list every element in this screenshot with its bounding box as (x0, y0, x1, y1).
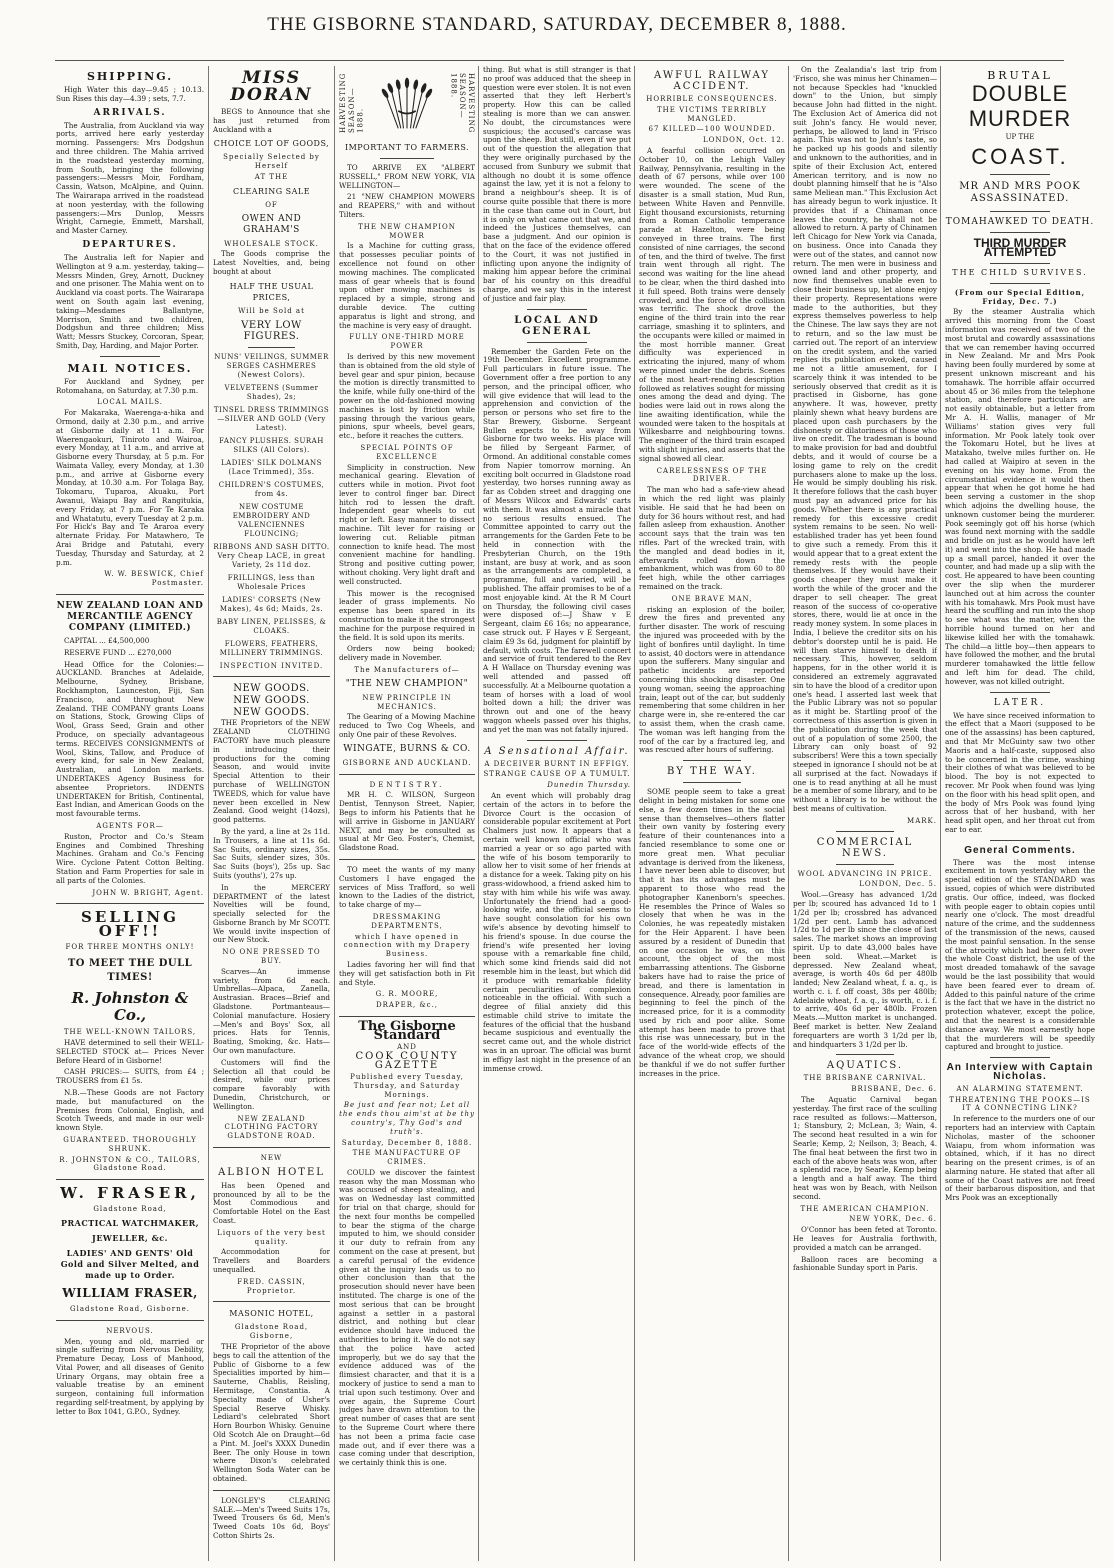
new-principle-text: NEW PRINCIPLE IN MECHANICS. (362, 693, 452, 711)
nzl-reserve: RESERVE FUND ... £270,000 (64, 647, 172, 657)
postmaster-signature: W. W. BESWICK, Chief Postmaster. (104, 570, 204, 588)
doran-item: BABY LINEN, PELISSES, & CLOAKS. (216, 617, 327, 635)
local-general-text: Remember the Garden Fete on the 19th December. Excellent programme. Full particulars in future issue. The Government offer a free portion to any person, and the principal officer, who will give evidence that will lead to the apprehension and conviction of the person or persons who set fire to the Star Brewery, Gisborne. Sergeant Bullen expects to be away from Gisborne for two weeks. His place will be filled by Sergeant Farmer, of Ormond. An additional constable comes from Napier tomorrow morning. An exciting bolt occurred in Gladstone road yesterday, two horses running away as far as Cobden street and dragging one of Messrs Wilcox and Edwards' carts with them. It was almost a miracle that no serious results ensued. The Committee appointed to carry out the arrangements for the Garden Fete to be held in connection with the Presbyterian Church, on the 19th instant, are busy at work, and as soon as the arrangements are completed, a programme, full and varied, will be published. The affair promises to be of a most enjoyable kind. At the R M Court on Thursday, the following civil cases were disposed of:—J Shaw v E Sergeant, claim £6 16s; no appearance, case struck out. F Hayes v E Sergeant, claim £9 3s 6d, judgment for plaintiff by default, with costs. The farewell concert and service of fruit tendered to the Rev A H Wallace on Thursday evening was well attended and passed off successfully. At a Melbourne quotation a team of horses with a load of wool bolted down a hill; the driver was thrown out and one of the heavy waggon wheels passed over his thighs, and yet the man was not fatally injured. (483, 346, 631, 734)
column-separator (634, 66, 635, 1561)
sensational-sub: A DECEIVER BURNT IN EFFIGY. (484, 759, 630, 768)
american-date: NEW YORK, Dec. 6. (849, 1215, 937, 1224)
new-goods-heading: NEW GOODS. (233, 683, 310, 695)
masonic-name: MASONIC HOTEL, (229, 1309, 314, 1319)
departures-heading: DEPARTURES. (82, 239, 178, 250)
doran-item: NUNS' VEILINGS, SUMMER SERGES CASHMERES (Newest Colors). (214, 352, 329, 379)
doran-intro: BEGS to Announce that she has just returned from Auckland with a (213, 107, 330, 134)
later-heading: LATER. (993, 697, 1047, 708)
champion-body: Is a Machine for cutting grass, that possesses peculiar points of excellence not found on other mowing machines. The complicated mass of gear wheels that is found upon other mowing machines is replaced by a simple, strong and durable device. The cutting apparatus is light and strong, and the machine is very easy of draught. (339, 241, 475, 330)
albion-signature: FRED. CASSIN, Proprietor. (237, 1277, 306, 1295)
doran-will: Will be Sold at (238, 306, 305, 315)
doran-item: TINSEL DRESS TRIMMINGS—SILVER AND GOLD (Very Latest). (213, 405, 330, 432)
mark-signature: MARK. (907, 816, 937, 825)
commercial-heading: COMMERCIAL NEWS. (816, 836, 914, 859)
shipping-heading: SHIPPING. (86, 70, 174, 83)
railway-sub2: THE VICTIMS TERRIBLY MANGLED. (657, 105, 767, 123)
byway-heading: BY THE WAY. (667, 766, 757, 778)
important-heading: IMPORTANT TO FARMERS. (344, 143, 470, 152)
fully-body: Is derived by this new movement than is obtained from the old style of bevel gear and spur pinion, because the motion is directly transmitted to the knife, while fully one-third of the power on the old-fashioned mowing machines is lost by friction while passing through the various gears, pinions, spur wheels, bevel gears, etc., before it reaches the cutters. (339, 351, 475, 441)
column-3 (339, 66, 475, 1561)
sensational-sub2: STRANGE CAUSE OF A TUMULT. (483, 770, 631, 779)
standard-sub: COOK COUNTY GAZETTE (355, 1051, 459, 1072)
new-goods-heading: NEW GOODS. (233, 695, 310, 707)
doran-wholesale: WHOLESALE STOCK. (224, 239, 319, 248)
dress-sub: which I have opened in connection with my Drapery Business. (343, 932, 471, 959)
column-4 (483, 66, 631, 1561)
masthead-rule (55, 60, 1064, 61)
doran-item: RIBBONS AND SASH DITTO. Very Cheap LACE, in great Variety, 2s 11d doz. (213, 542, 330, 569)
child-survives-heading: THE CHILD SURVIVES. (952, 267, 1088, 277)
wool-heading: WOOL ADVANCING IN PRICE. (797, 869, 933, 878)
agents-heading: AGENTS FOR— (96, 821, 164, 830)
local-general-heading: LOCAL AND GENERAL (514, 314, 600, 337)
up-the-text: UP THE (1005, 132, 1035, 141)
longley-ad: LONGLEY'S CLEARING SALE.—Men's Tweed Suits 17s, Tweed Trousers 6s 6d, Men's Tweed Coats 10s 6d, Boys' Cotton Shirts 2s. (213, 1495, 330, 1540)
brave-heading: ONE BRAVE MAN, (671, 594, 753, 603)
selling-sub: FOR THREE MONTHS ONLY! (65, 943, 195, 952)
albion-liquors: Liquors of the very best quality. (217, 1228, 326, 1246)
masthead-title: THE GISBORNE STANDARD, SATURDAY, DECEMBER 8, 1888. (267, 14, 847, 35)
fraser-gold: LADIES' AND GENTS' Old Gold and Silver Melted, and made up to Order. (60, 1247, 200, 1280)
albion-new: NEW (260, 1154, 283, 1163)
aquatics-heading: AQUATICS. (826, 1060, 904, 1072)
wool-date: LONDON, Dec. 5. (859, 880, 937, 889)
railway-sub3: 67 KILLED—100 WOUNDED. (648, 125, 776, 134)
doran-low: VERY LOW FIGURES. (241, 319, 302, 342)
doran-item: CHILDREN'S COSTUMES, from 4s. (218, 480, 325, 498)
doran-item: FRILLINGS, less than Wholesale Prices (227, 573, 316, 591)
brutal-heading: BRUTAL (987, 69, 1053, 82)
johnston-name: R. Johnston & Co., (71, 989, 189, 1025)
fully-heading: FULLY ONE-THIRD MORE POWER (349, 333, 465, 351)
new-champion-title: "THE NEW CHAMPION" (345, 678, 469, 689)
dress-body2: Ladies favoring her will find that they will get satisfaction both in Fit and Style. (339, 959, 475, 987)
local-mails-heading: LOCAL MAILS. (96, 398, 164, 407)
masonic-road: Gladstone Road, Gisborne, (234, 1323, 309, 1341)
nervous-heading: NERVOUS. (106, 1326, 154, 1335)
coast-heading: COAST. (971, 143, 1069, 169)
moore-sub: DRAPER, &c., (375, 1001, 439, 1010)
american-heading: THE AMERICAN CHAMPION. (800, 1204, 930, 1213)
editorial-text: COULD we discover the faintest reason why the man Mossman who was accused of sheep stealing, and was on Wednesday last committed for trial on that charge, should for the next four months be compelled to bear the stigma of the charge imputed to him, we should consider it our duty to refrain from any comment on the case at present, but a careful perusal of the evidence given at the inquiry leads us to no other conclusion than that the prosecution should never have been instituted. The charge is one of the most serious that can be brought against a settler in a pastoral district, and nothing but clear evidence should have induced the authorities to bring it. We do not say that the police have acted improperly, but we do say that the evidence adduced was of the flimsiest character, and that it is a mockery of justice to send a man to trial upon such testimony. Over and over again, the Supreme Court judges have drawn attention to the great number of cases that are sent to the Supreme Court where there has not been a prima facie case made out, and if ever there was a case coming under that description, we certainly think this is one. (339, 1167, 475, 1468)
johnston-sub: THE WELL-KNOWN TAILORS, (63, 1028, 197, 1037)
general-text: There was the most intense excitement in town yesterday when the special edition of the STANDARD was issued, copies of which were distributed gratis. Our office, indeed, was flocked with people eager to obtain copies until nearly one o'clock. The most dreadful nature of the crime, and the suddenness of the transmission of the news, caused the most painful sensation. In the sense of the atrocity which had been felt over the whole Coast district, the use of the most dreaded tomahawk of the savage would be the last possibility that would have been feared ever to dream of. Added to this painful nature of the crime is the fact that we have in the district no protection whatever, except the police, and that the nearest is a considerable distance away. We most earnestly hope that the murderers will be speedily captured and brought to justice. (945, 857, 1095, 1052)
double-murder-heading: DOUBLE MURDER (968, 80, 1072, 131)
doran-item: VELVETEENS (Summer Shades), 2s; (224, 383, 319, 401)
agent-signature: JOHN W. BRIGHT, Agent. (92, 888, 204, 897)
albion-accom: Accommodation for Travellers and Boarders unequalled. (213, 1247, 330, 1274)
johnston-body: HAVE determined to sell their WELL-SELECTED STOCK at— Prices Never Before Heard of in Gisborne! (56, 1037, 204, 1065)
aquatics-text: The Aquatic Carnival began yesterday. The first race of the sculling race resulted as follows:—Matterson, 1; Stansbury, 2; McLean, 3; Wain, 4. The second heat resulted in a win for Searle; Kemp, 2; Neilson, 3; Beach, 4. The final heat between the first two in each of the above heats was won, after a splendid race, by Searle, Kemp being a length and a half away. The third heat was won by Beach, with Neilson second. (793, 1095, 937, 1201)
standard-masthead: The Gisborne Standard (358, 1018, 456, 1043)
balloon-text: Balloon races are becoming a fashionable Sunday sport in Paris. (793, 1254, 937, 1273)
fraser-trade: PRACTICAL WATCHMAKER, (60, 1217, 200, 1228)
general-heading: General Comments. (964, 844, 1076, 856)
column-separator (334, 66, 335, 1561)
doran-half: HALF THE USUAL PRICES, (229, 281, 314, 302)
johnston-signature: R. JOHNSTON & CO., TAILORS, Gladstone Road. (59, 1155, 201, 1173)
nzl-heading: NEW ZEALAND LOAN AND MERCANTILE AGENCY COMPANY (LIMITED.) (56, 601, 204, 634)
pook-heading: MR AND MRS POOK ASSASSINATED. (959, 180, 1081, 204)
doran-name: MISS DORAN (230, 68, 313, 105)
mail-heading: MAIL NOTICES. (67, 361, 193, 375)
selling-sub2: TO MEET THE DULL TIMES! (67, 958, 193, 984)
fraser-road: Gladstone Road, (93, 1205, 167, 1214)
fraser-name: W. FRASER, (60, 1184, 200, 1203)
col6-text: On the Zealandia's last trip from 'Frisco, she was minus her Chinamen—not because Speckles had "knuckled down" to the Union, but simply because John had flitted in the night. The Exclusion Act of America did not suit John's fancy. He would never, perhaps, be allowed to land in 'Frisco again. This was not to John's taste, so he packed up his goods and silently and unknown to the authorities, and in spite of their Exclusion Act, entered American territory, and is now no doubt planning himself that he is "Also same Meliean man." This Exclusion Act has already begun to work injustice. It provides that if a Chinaman once leaves the country, he shall not be allowed to return. A party of Chinamen left Chicago for New York via Canada, on business. Once into Canada they were out of the states, and cannot now return. The men were in business and owned land and other property, and now find themselves unable even to close their business up, let alone enjoy their property. Representations were made to the authorities, but they express themselves powerless to help the Chinese. The law says they are not to return, and so the law must be carried out. The report of an interview on the credit system, and the varied replies its publication evoked, caused me not a little amusement, for I scarcely think it was intended to be seriously observed that credit as it is practised in Gisborne, has gone anywhere. It was, however, pretty plainly shewn what heavy burdens are placed upon cash purchasers by the dishonesty or dilatoriness of those who live on credit. The tradesman is bound to make provision for bad and doubtful debts, and it would of course be a losing game to rely on the credit purchasers alone to make up the loss. He would be simply doubling his risk. It therefore follows that the cash buyer must pay an advanced price for his goods. Whether there is any practical remedy for this excessive credit system remains to be seen. No well-established trader has yet been found to give such a remedy. From this it would appear that to a great extent the remedy rests with the people themselves. If they would have their goods cheaper they must make it worth the while of the grocer and the draper to sell cheaper. The great reason of the success of co-operative stores, there, would lie at once in the ready money system. In some places in India, I believe the creditor sits on his debtor's doorstep until he is paid. He will then starve himself to death if necessary. This, however, seldom happens, for in the other world it is considered an extremely aggravated sin to have the blood of a creditor upon one's head. I asserted last week that the Public Library was not so popular as it might be. Startling proof of the correctness of this assertion is given in the publication during the week that out of a population of some 2500, the Library can only boast of 92 subscribers! Were this a town specially steeped in ignorance I should not be at all surprised at the fact. Nowadays if one is to read anything at all he must be a member of some library, and to be without a library is to be without the best means of cultivation. (793, 66, 937, 813)
column-separator (940, 66, 941, 1561)
local-mails-text: For Makaraka, Waerenga-a-hika and Ormond, daily at 2.30 p.m., and arrive at Gisborne daily at 11 a.m. For Waerengaokuri, Tiniroto and Wairoa, every Monday, at 11 a.m., and arrive at Gisborne every Thursday, at 5 p.m. For Waimata Valley, every Monday, at 1.30 p.m., and arrive at Gisborne every Monday, at 10.30 a.m. For Tolaga Bay, Tokomaru, Tuparoa, Akuaku, Port Awanui, Waiapu Bay and Rangitukia, every Friday, at 7 p.m. For Te Karaka and Whatatutu, every Tuesday at 2 p.m. For Hick's Bay and Te Araroa every alternate Friday. For Matawhero, Te Arai Bridge and Patutahi, every Tuesday, Thursday and Saturday, at 2 p.m. (56, 408, 204, 567)
column-5 (639, 66, 785, 1561)
dentist-body: MR H. C. WILSON, Surgeon Dentist, Tennyson Street, Napier, Begs to inform his Patients that he will arrive in Gisborne in JANUARY NEXT, and may be consulted as usual at Mr Geo. Foster's, Chemist, Gladstone Road. (339, 790, 475, 853)
new-goods-body: THE Proprietors of the NEW ZEALAND CLOTHING FACTORY have much pleasure in introducing their productions for the coming Season, and would invite Special Attention to their purchase of WELLINGTON TWEEDS, which for value have never been excelled in New Zealand. Good weight (14ozs), good patterns. (213, 718, 330, 825)
doran-item: LADIES' CORSETS (New Makes), 4s 6d; Maids, 2s. (219, 595, 324, 613)
fraser-signature: WILLIAM FRASER, (62, 1285, 198, 1300)
published-text: Published every Tuesday, Thursday, and Saturday Mornings. (350, 1072, 464, 1099)
editorial-continued: thing. But what is still stranger is that no proof was adduced that the sheep in question were ever stolen. It is not even asserted that they left Herbert's property. How this can be called stealing is more than we can answer. No doubt, the circumstances were suspicious; the accused's carcase was upon the sheep. But still, even if we put out of the question the allegation that they were originally purchased by the accused from Sunbury we submit that although no doubt it is some offence against the law, yet it is not a felony to brand a neighbour's sheep. It is of course quite possible that there is more in the case than came out in Court, but it is only on what came out that we, and indeed the Justices themselves, can base a judgment. And our opinion is that on the face of the evidence offered to the Court, it was not justified in inflicting upon anyone the indignity of making him appear before the criminal bar of his country on this dreadful charge, and we say this in the interest of justice and fair play. (483, 66, 631, 303)
guaranteed: GUARANTEED. THOROUGHLY SHRUNK. (63, 1135, 197, 1153)
column-separator (478, 66, 479, 1561)
harvesting-right: HARVESTING SEASON—1888. (449, 73, 475, 134)
fraser-trade2: JEWELLER, &c. (92, 1232, 168, 1243)
issue-date: Saturday, December 8, 1888. (341, 1138, 473, 1147)
doran-item: LADIES' SILK DOLMANS (Lace Trimmed), 35s. (221, 458, 322, 476)
fraser-signature2: Gladstone Road, Gisborne. (70, 1304, 190, 1313)
doran-owen: OWEN AND GRAHAM'S (241, 213, 302, 235)
railway-sub: HORRIBLE CONSEQUENCES. (646, 95, 778, 103)
new-goods-mercery: In the MERCERY DEPARTMENT of the latest Novelties will be found, specially selected for the Gisborne Branch by Mr SCOTT. We would invite inspection of our New Stock. (213, 882, 330, 945)
commercial-text: Wool.—Greasy has advanced 1/2d per lb; scoured has advanced 1d to 1 1/2d per lb; crossbred has advanced 1/2d per cent. Lamb has advanced 1/2d to 1d per lb since the close of last sales. The market shows an improving spirit. Up to date 43,000 bales have been sold. Wheat.—Market is depressed. New Zealand wheat, average, is worth 40s 6d per 480lb landed; New Zealand wheat, f. a. q., is worth c. i. f. off coast, 38s per 480lb; Adelaide wheat, f. a. q., is worth, c. i. f. to arrive, 40s 6d per 480lb. Frozen Meats.—Mutton market is unchanged. Beef market is better. New Zealand forequarters are worth 3 1/2d per lb, and hindquarters 3 1/2d per lb. (793, 890, 937, 1049)
doran-at: AT THE (254, 172, 289, 181)
moore-name: G. R. MOORE, (375, 990, 439, 999)
sensational-text: An event which will probably drag certain of the actors in to before the Divorce Court is the occasion of considerable popular excitement at Port Chalmers just now. It appears that a certain well known official who was married a year or so ago parted with the wife of his bosom temporarily to allow her to visit some of her friends at a distance for a week. Taking pity on his grass-widowhood, a friend asked him to stay with him while his wife was away. Unfortunately the friend had a good-looking wife, and the official seems to have sought consolation for his own wife's absence by devoting himself to his friend's spouse. In due course the friend's wife presented her loving spouse with a remarkable fine child, which some kind friends said did not resemble him in the least, but which did it produce with remarkable fidelity certain peculiarities of complexion noticeable in the official. With such a degree of filial anxiety did this estimable child strive to imitate the features of the official that the husband became suspicious and eventually the secret came out, and the whole district was in an uproar. The official was burnt in effigy last night in the presence of an immense crowd. (483, 790, 631, 1073)
masonic-body: THE Proprietor of the above begs to call the attention of the Public of Gisborne to a few Specialities imported by him— Sauterne, Chablis, Reisling, Hermitage, Constantia. A Specialty made of Usher's Special Reserve Whisky. Lediard's celebrated Short Horn Bourbon Whisky. Genuine Old Scotch Ale on Draught—6d a Pint. M. Joel's XXXX Dunedin Beer. The only House in town where Dixon's celebrated Wellington Soda Water can be obtained. (213, 1341, 330, 1483)
standard-and: AND (397, 1042, 417, 1051)
railway-date: LONDON, Oct. 12. (702, 136, 785, 145)
wheat-sheaf-icon (372, 72, 442, 134)
cash-prices: CASH PRICES:— SUITS, from £4 ; TROUSERS from £1 5s. (56, 1067, 204, 1086)
departures-text: The Australia left for Napier and Wellington at 9 a.m. yesterday, taking—Messrs Minden, Grey, Arnott, Duckney and one prisoner. The Mahia went on to Auckland via coast ports. The Wairarapa went on South again last evening, taking—Mesdames Ballantyne, Morrison, Smith and two children, Dodgshun and three children; Miss Watt; Messrs Stuckey, Corcoran, Spear, Smith, Day, Harding, and Major Porter. (56, 252, 204, 350)
column-2 (213, 66, 330, 1561)
railway-heading: AWFUL RAILWAY ACCIDENT. (654, 70, 770, 92)
doran-selected: Specially Selected by Herself (223, 153, 320, 171)
carelessness-heading: CARELESSNESS OF THE DRIVER. (656, 466, 768, 484)
new-goods-customers: Customers will find the Selection all that could be desired, while our prices compare favorably with Dunedin, Christchurch, or Wellington. (213, 1057, 330, 1111)
byway-text: SOME people seem to take a great delight in being mistaken for some one else, a few dozen times in the social sense than themselves—others flatter their own vanity by fostering every feature of their countenances into a fancied resemblance to some one or more great men. What peculiar advantage is derived from the likeness, I have never been able to discover, but that it has its advantages must be apparent to those who read the photographer Kanenborn's speeches. He resembles the Prince of Wales so closely that when he was in the Colonies, he was repeatedly mistaken for the Heir Apparent. I have been assured by a resident of Dunedin that on one occasion he was, on this account, the object of the most embarrassing attentions. The Gisborne bakers have had to raise the price of bread, and there is lamentation in consequence. Already, poor families are beginning to feel the pinch of the increased price, for it is a commodity used by rich and poor alike. Some attempt has been made to prove that this rise was unnecessary, but in the face of the world-wide effects of the advance of the wheat crop, we should be thankful if we do not suffer further increases in the price. (639, 787, 785, 1078)
new-goods-list: Scarves—An immense variety, from 6d each. Umbrellas—Alpaca, Zanella, Austrasian. Braces—Brief and Gladstone. Portmanteaus—Colonial manufacture. Hosiery—Men's and Boys' Sox, all prices. Hats for Tennis, Boating, Smoking, &c. Hats—Our own manufacture. (213, 966, 330, 1056)
sensational-heading: A Sensational Affair. (484, 745, 630, 757)
third-murder-heading: THIRD MURDER ATTEMPTED (973, 236, 1067, 260)
column-6 (793, 66, 937, 1561)
nzl-body: Head Office for the Colonies:—AUCKLAND. Branches at Adelaide, Melbourne, Sydney, Brisbane, Rockhampton, Launceston, Fiji, San Francisco, and throughout New Zealand. THE COMPANY grants Loans on Stations, Stock, Growing Clips of Wool, Grass Seed, Grain and other Produce, on specially advantageous terms. RECEIVES CONSIGNMENTS of Wool, Skins, Tallow, and Produce of every kind, for sale in New Zealand, Australian, and London markets. UNDERTAKES Agency Business for absentee Proprietors. INDENTS UNDERTAKEN for British, Continental, East Indian, and American Goods on the most favourable terms. (56, 659, 204, 819)
arrive-text: TO ARRIVE EX "ALBERT RUSSELL," FROM NEW YORK, VIA WELLINGTON— (339, 163, 475, 190)
mail-text: For Auckland and Sydney, per Rotomahana, on Saturday, at 7.30 p.m. (56, 376, 204, 395)
reapers-text: 21 "NEW CHAMPION MOWERS and REAPERS," with and without Tilters. (339, 192, 475, 219)
column-separator (788, 66, 789, 1561)
new-goods-heading: NEW GOODS. (233, 707, 310, 719)
arrivals-heading: ARRIVALS. (93, 107, 167, 118)
dentistry-heading: DENTISTRY. (369, 780, 445, 789)
brave-text: risking an explosion of the boiler, drew the fires and prevented any further disaster. The work of rescuing the injured was proceeded with by the light of bonfires until daylight. In time to assist, 40 doctors were in attendance upon the sufferers. Many singular and pathetic incidents are reported concerning this shocking disaster. One young woman, seeing the approaching train, leapt out of the car, but suddenly remembering that some children in her charge were in, she re-entered the car to assist them, when the crash came. The woman was left hanging from the roof of the car by a fractured leg, and was rescued after hours of suffering. (639, 604, 785, 755)
doran-clearing: CLEARING SALE (232, 186, 311, 196)
aquatics-date: BRISBANE, Dec. 6. (851, 1085, 937, 1094)
interview-sub2: THREATENING THE POOKS—IS IT A CONNECTING LINK? (949, 1095, 1091, 1113)
nervous-text: Men, young and old, married or single suffering from Nervous Debility, Premature Decay, Loss of Manhood, Vital Power, and all diseases of Genito Urinary Organs, may obtain free a valuable treatise by an eminent surgeon, containing full information regarding self-treatment, by applying by letter to Box 1041, G.P.O., Sydney. (56, 1336, 204, 1416)
orders-text: Orders now being booked; delivery made in November. (339, 644, 475, 663)
albion-body: Has been Opened and pronounced by all to be the Most Commodious and Comfortable Hotel on the East Coast. (213, 1180, 330, 1225)
motto-text: Be just and fear not; Let all the ends thou aim'st at be thy country's, Thy God's and truth's. (339, 1101, 475, 1136)
doran-item: NEW COSTUME EMBROIDERY AND VALENCIENNES FLOUNCING; (232, 502, 311, 538)
manufacturers-text: The Manufacturers of— (354, 666, 460, 675)
wingate-sub: GISBORNE AND AUCKLAND. (342, 758, 472, 767)
interview-sub: AN ALARMING STATEMENT. (956, 1084, 1084, 1093)
mower-note: This mower is the recognised leader of grass implements. No expense has been spared in its construction to make it the strongest machine for the purpose required in the field. It is sold upon its merits. (339, 588, 475, 642)
dress-heading: DRESSMAKING DEPARTMENTS, (371, 912, 443, 930)
special-body: Simplicity in construction. New mechanical gearing. Elevation of cutters while in motion. Pivot foot lever to control finger bar. Direct hitch rod to lessen the draft. Independent gear wheels to cut right or left. Easy manner to dissect machine. Tilt lever for raising or lowering cut. Reliable pitman connection to knife head. The most convenient machine for handling. Strong and positive cutting power, without choking. Very light draft and well constructed. (339, 462, 475, 586)
new-goods-signature: NEW ZEALAND CLOTHING FACTORY GLADSTONE ROAD. (224, 1114, 319, 1141)
doran-goods: The Goods comprise the Latest Novelties, and, being bought at about (213, 249, 330, 276)
harvesting-left: HARVESTING SEASON—1888. (339, 72, 365, 133)
column-1 (56, 66, 204, 1561)
dress-body: TO meet the wants of my many Customers I have engaged the services of Miss Trafford, so well known to the Ladies of the district, to take charge of my— (339, 864, 475, 910)
johnston-nb: N.B.—These Goods are not Factory made, but manufactured on the Premises from Colonial, English, and Scotch Tweeds, and made in our well-known Style. (56, 1087, 204, 1133)
tomahawked-heading: TOMAHAWKED TO DEATH. (945, 216, 1095, 227)
carelessness-text: The man who had a safe-view ahead in which the red light was plainly visible. He said that he had been on duty for 36 hours without rest, and had fallen asleep from exhaustion. Another account says that the train was ten rifles. Part of the wrecked train, with the mangled and dead bodies in it, afterwards rolled down the embankment, which was from 60 to 80 feet high, while the other carriages remained on the track. (639, 485, 785, 592)
editorial-heading: THE MANUFACTURE OF CRIMES. (352, 1149, 462, 1167)
railway-text: A fearful collision occurred on October 10, on the Lehigh Valley Railway, Pennsylvania, resulting in the death of 67 persons, while over 100 were wounded. The scene of the disaster is a small station, Mud Run, between White Haven and Pennville. Eight thousand excursionists, returning from a Roman Catholic temperance parade at Hazelton, were being conveyed in three trains. The first consisted of nine carriages, the second of ten, and the third of twelve. The first train went through all right. The second was waiting for the line ahead to be clear, when the third dashed into it full speed. Both trains were densely crowded, and the force of the collision was terrific. The shock drove the engine of the third train into the rear carriage, smashing it to splinters, and the occupants were killed or maimed in the most horrible manner. Great difficulty was experienced in extricating the injured, many of whom were pinned under the debris. Scenes of the most heart-rending description followed as relatives sought for missing ones among the dead and dying. The bodies were laid out in rows along the line awaiting identification, while the wounded were taken to the hospitals at Wilkesbarre and neighbouring towns. The engineer of the third train escaped with slight injuries, and asserts that the signal showed all clear. (639, 145, 785, 463)
column-separator (208, 66, 209, 1561)
new-goods-prices: By the yard, a line at 2s 11d. In Trousers, a line at 11s 6d. Sac Suits, ordinary sizes, 35s. Sac Suits, slender sizes, 30s. Sac Suits (boys'), 25s up. Sac Suits (youths'), 27s up. (213, 826, 330, 880)
agents-text: Ruston, Proctor and Co.'s Steam Engines and Combined Threshing Machines. Graham and Co.'s Fencing Wire. Cyclone Patent Cotton Belting. Station and Farm Properties for sale in all parts of the Colonies. (56, 831, 204, 885)
doran-item: FANCY PLUSHES. SURAH SILKS (All Colors). (219, 436, 324, 454)
interview-heading: An Interview with Captain Nicholas. (946, 1062, 1094, 1082)
aquatics-sub: THE BRISBANE CARNIVAL. (803, 1074, 927, 1083)
arrivals-text: The Australia, from Auckland via way ports, arrived here early yesterday morning. Passengers: Mrs Dodgshun and three children. The Mahia arrived in the roadstead yesterday morning, from South, bringing the following passengers:—Messrs Moir, Fordham, Cassin, Watson, McAlpine, and Quinn. The Wairarapa arrived in the roadstead at noon yesterday, with the following passengers:—Mrs Dunlop, Messrs Wright, Carnegie, Emmett, Marshall, and Master Carney. (56, 120, 204, 236)
doran-choice: CHOICE LOT OF GOODS, (213, 139, 330, 149)
special-heading: SPECIAL POINTS OF EXCELLENCE (360, 443, 454, 461)
special-edition-note: (From our Special Edition, Friday, Dec. 7.) (954, 287, 1086, 306)
wingate-name: WINGATE, BURNS & CO. (343, 743, 471, 754)
interview-text: In reference to the murders one of our reporters had an interview with Captain Nicholas, master of the schooner Waiapu, from whom information was obtained, which, if it has no direct bearing on the present crimes, is of an alarming nature. He stated that after all some of the Coast natives are not freed of their barbarous disposition, and that Mrs Pook was an exceptionally (945, 1114, 1095, 1203)
doran-of: OF (265, 200, 278, 209)
tides-text: High Water this day—9.45 ; 10.13. Sun Rises this day—4.39 ; sets, 7.7. (56, 85, 204, 103)
albion-name: ALBION HOTEL (218, 1166, 325, 1178)
column-7 (945, 66, 1095, 1561)
gearing-text: The Gearing of a Mowing Machine reduced to Two Cog Wheels, and only One pair of these Revolves. (339, 712, 475, 740)
later-text: We have since received information to the effect that a Maori (supposed to be one of the assassins) has been captured, and that Mr McGuinty saw two other Maoris and a half-caste, supposed also to be concerned in the crime, washing their clothes of what was believed to be blood. The boy is not expected to recover. Mr Pook when found was lying on the floor with his head split open, and the body of Mrs Pook was found lying across that of her husband, with her head split open, and her throat cut from ear to ear. (945, 710, 1095, 834)
nzl-capital: CAPITAL ... £4,500,000 (64, 636, 150, 646)
pook-text: By the steamer Australia which arrived this morning from the Coast information was received of two of the most brutal and cowardly assassinations that we can remember having occurred in New Zealand. Mr and Mrs Pook having been foully murdered by some at present unknown miscreant and his tomahawk. The horrible affair occurred about 45 or 36 miles from the telephone station, and therefore particulars are not easily obtainable, but a letter from Mr A. H. Wallis, manager of Mr Williams' station gives very full information. Mr Pook lately took over the Tokomaru Hotel, but he lives at Matakaho, twelve miles further on. He had called at Waipiro at seven in the evening on his way home. From the circumstantial evidence it would then appear that when he got home he had been serving a customer in the shop which adjoins the dwelling house, the unknown customer being the murderer. Pook seemingly got off his horse (which was found next morning with the saddle and bridle on just as he would have left it) and went into the shop. He had made up a small parcel, handed it over the counter, and had made up a slip with the cost. He appeared to have been counting over the slip when the murderer launched out at him across the counter with his tomahawk. Mrs Pook must have heard the scuffling and run into the shop to see what was the matter, when the horrible hound turned on her and likewise killed her with the tomahawk. The child—a little boy—then appears to have followed the mother, and the brutal murderer tomahawked the little fellow and left him for dead. The child, however, was not killed outright. (945, 307, 1095, 686)
champion-heading: THE NEW CHAMPION MOWER (358, 222, 456, 240)
doran-invite: INSPECTION INVITED. (219, 661, 324, 670)
american-text: O'Connor has been feted at Toronto. He leaves for Australia forthwith, provided a match can be arranged. (793, 1225, 937, 1252)
sensational-date: Dunedin Thursday. (547, 781, 631, 790)
doran-item: FLOWERS, FEATHERS, MILLINERY TRIMMINGS. (219, 639, 324, 657)
new-goods-noone: NO ONE PRESSED TO BUY. (222, 948, 321, 966)
selling-heading: SELLING OFF!! (81, 908, 179, 941)
